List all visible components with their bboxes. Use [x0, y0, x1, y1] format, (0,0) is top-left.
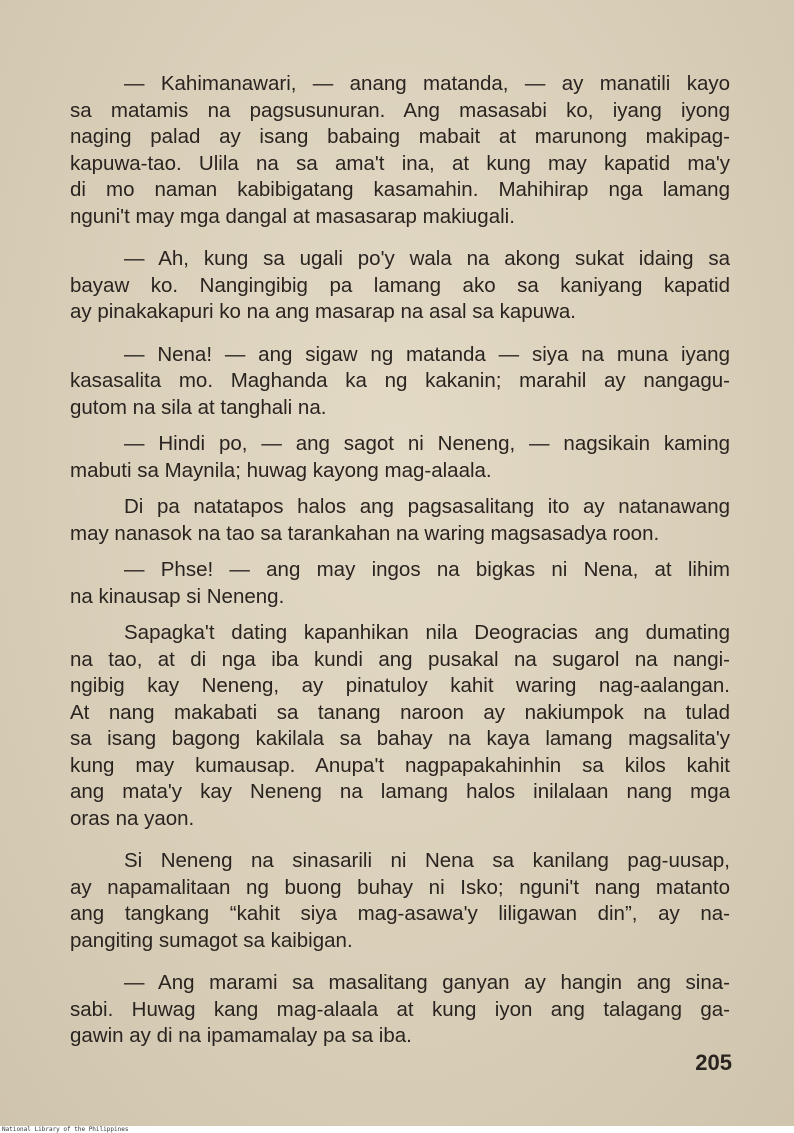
text-line: Si Neneng na sinasarili ni Nena sa kanilang pag-uusap,	[124, 849, 730, 872]
paragraph-2	[70, 246, 730, 326]
text-line: — Kahimanawari, — anang matanda, — ay manatili kayo	[124, 72, 730, 95]
text-line: naging palad ay isang babaing mabait at marunong makipag-	[70, 125, 730, 148]
text-line: may nanasok na tao sa tarankahan na waring magsasadya roon.	[70, 521, 660, 545]
paragraph-7	[70, 620, 730, 832]
paragraph-6	[70, 557, 730, 610]
text-line: na kinausap si Neneng.	[70, 584, 285, 608]
paragraph-9	[70, 970, 730, 1050]
text-line: Di pa natatapos halos ang pagsasalitang ito ay natanawang	[124, 495, 730, 518]
library-footer: National Library of the Philippines	[0, 1126, 794, 1133]
paragraph-1	[70, 71, 730, 230]
body-text	[70, 71, 730, 1066]
text-line: kasasalita mo. Maghanda ka ng kakanin; marahil ay nangagu-	[70, 369, 730, 392]
text-line: nguni't may mga dangal at masasarap makiugali.	[70, 204, 515, 228]
text-line: di mo naman kabibigatang kasamahin. Mahihirap nga lamang	[70, 178, 730, 201]
text-line: Sapagka't dating kapanhikan nila Deogracias ang dumating	[124, 621, 730, 644]
paragraph-5	[70, 494, 730, 547]
text-line: ang mata'y kay Neneng na lamang halos inilalaan nang mga	[70, 780, 730, 803]
text-line: kapuwa-tao. Ulila na sa ama't ina, at kung may kapatid ma'y	[70, 151, 730, 175]
text-line: sa isang bagong kakilala sa bahay na kaya lamang magsalita'y	[70, 727, 730, 750]
paragraph-4	[70, 431, 730, 484]
paragraph-8	[70, 848, 730, 954]
text-line: ay pinakakapuri ko na ang masarap na asal sa kapuwa.	[70, 300, 576, 323]
text-line: ngibig kay Neneng, ay pinatuloy kahit waring nag-aalangan.	[70, 674, 730, 697]
text-line: ay napamalitaan ng buong buhay ni Isko; nguni't nang matanto	[70, 875, 730, 899]
text-line: — Ang marami sa masalitang ganyan ay hangin ang sina-	[124, 971, 730, 994]
text-line: sabi. Huwag kang mag-alaala at kung iyon ang talagang ga-	[70, 997, 730, 1021]
text-line: ang tangkang “kahit siya mag-asawa'y liligawan din”, ay na-	[70, 902, 730, 925]
text-line: gutom na sila at tanghali na.	[70, 395, 327, 419]
text-line: kung may kumausap. Anupa't nagpapakahinhin sa kilos kahit	[70, 753, 730, 777]
text-line: na tao, at di nga iba kundi ang pusakal na sugarol na nangi-	[70, 647, 730, 671]
text-line: — Nena! — ang sigaw ng matanda — siya na muna iyang	[124, 342, 730, 366]
text-line: mabuti sa Maynila; huwag kayong mag-alaala.	[70, 458, 492, 482]
text-line: — Hindi po, — ang sagot ni Neneng, — nagsikain kaming	[124, 432, 730, 455]
text-line: sa matamis na pagsusunuran. Ang masasabi ko, iyang iyong	[70, 98, 730, 122]
text-line: gawin ay di na ipamamalay pa sa iba.	[70, 1024, 412, 1047]
text-line: — Ah, kung sa ugali po'y wala na akong sukat idaing sa	[124, 247, 730, 270]
text-line: oras na yaon.	[70, 806, 195, 830]
text-line: bayaw ko. Nangingibig pa lamang ako sa kaniyang kapatid	[70, 273, 730, 297]
page-number: 205	[695, 1050, 732, 1075]
text-line: — Phse! — ang may ingos na bigkas ni Nena, at lihim	[124, 558, 730, 581]
paragraph-3	[70, 342, 730, 422]
text-line: pangiting sumagot sa kaibigan.	[70, 928, 353, 952]
text-line: At nang makabati sa tanang naroon ay nakiumpok na tulad	[70, 700, 730, 724]
